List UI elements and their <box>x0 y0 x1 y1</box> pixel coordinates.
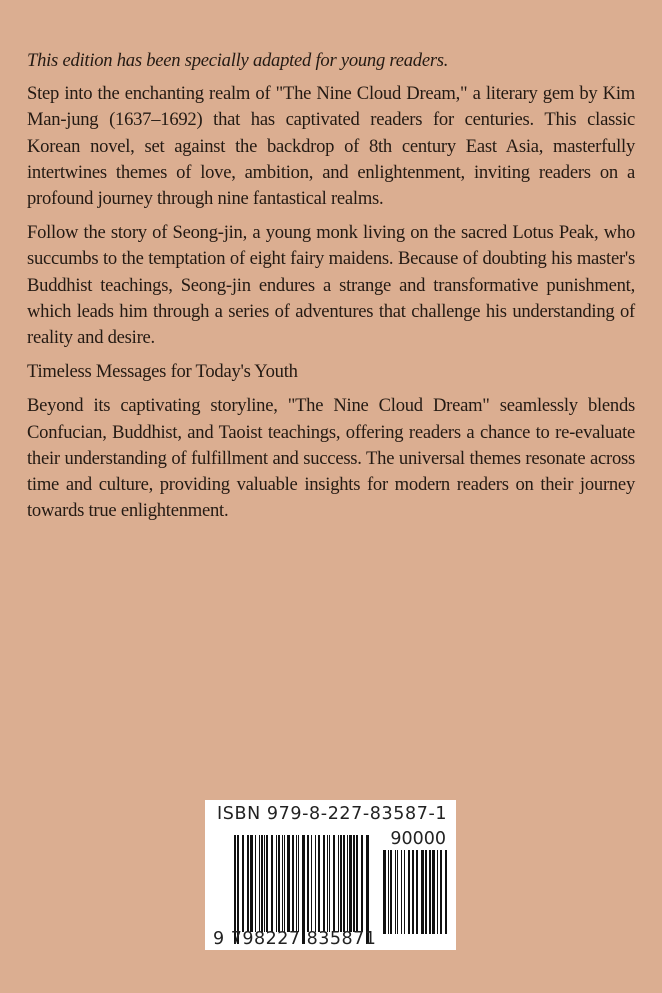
barcode-bar <box>329 835 330 932</box>
barcode-bar <box>401 850 402 934</box>
barcode-bar <box>259 835 260 932</box>
barcode-bar <box>242 835 244 932</box>
ean-bars <box>234 835 369 944</box>
barcode-bar <box>361 835 363 932</box>
barcode-bar <box>349 835 352 932</box>
barcode-bar <box>292 835 294 932</box>
description-paragraph-2: Follow the story of Seong-jin, a young monk living on the sacred Lotus Peak, who succumbs to the temptation of eight fairy maidens. Because of doubting his master's Buddhist teachings, Seong-jin endures a strange and transformative punishment, which leads him through a series of adventures that challenge his understanding of reality and desire. <box>27 222 635 349</box>
barcode-bar <box>282 835 283 932</box>
barcode-bar <box>356 835 358 932</box>
edition-note: This edition has been specially adapted for young readers. <box>27 50 449 71</box>
addon-bars <box>383 850 447 934</box>
barcode-bar <box>255 835 256 932</box>
section-heading: Timeless Messages for Today's Youth <box>27 361 298 383</box>
barcode-bar <box>432 850 435 934</box>
barcode-bar <box>284 835 285 932</box>
barcode-bar <box>437 850 438 934</box>
barcode-bar <box>323 835 325 932</box>
description-paragraph-1: Step into the enchanting realm of "The Nine Cloud Dream," a literary gem by Kim Man-jung (1637–1692) that has captivated readers for centuries. This classic Korean novel, set against the backdrop of 8th century East Asia, masterfully intertwines themes of love, ambition, and enlightenment, inviting readers on a profound journey through nine fantastical realms. <box>27 83 635 210</box>
barcode-bar <box>440 850 442 934</box>
price-code: 90000 <box>390 829 446 849</box>
barcode-bar <box>318 835 320 932</box>
barcode-bar <box>234 835 236 944</box>
barcode-bar <box>311 835 312 932</box>
barcode-bar <box>412 850 414 934</box>
barcode-bar <box>276 835 277 932</box>
barcode-bar <box>264 835 265 932</box>
barcode-bar <box>390 850 392 934</box>
barcode-bar <box>298 835 299 932</box>
barcode-bar <box>366 835 369 944</box>
ean-digits: 9 798227 835871 <box>213 929 377 949</box>
barcode-bar <box>338 835 339 932</box>
barcode-bar <box>395 850 396 934</box>
barcode-bar <box>416 850 418 934</box>
barcode-bar <box>388 850 389 934</box>
barcode-bar <box>315 835 316 932</box>
barcode-bar <box>287 835 290 932</box>
barcode-bar <box>404 850 405 934</box>
barcode-bar <box>353 835 355 932</box>
barcode-bar <box>408 850 410 934</box>
barcode-bar <box>278 835 280 932</box>
barcode-bar <box>340 835 342 932</box>
back-cover-text <box>27 48 635 532</box>
barcode-bar <box>347 835 348 932</box>
barcode-bar <box>383 850 386 934</box>
barcode-bar <box>237 835 239 944</box>
barcode-bar <box>425 850 427 934</box>
barcode-bar <box>247 835 249 932</box>
barcode-bar <box>445 850 447 934</box>
isbn-label: ISBN 979-8-227-83587-1 <box>217 804 448 824</box>
barcode-bar <box>307 835 309 932</box>
closing-paragraph: Beyond its captivating storyline, "The Nine Cloud Dream" seamlessly blends Confucian, Buddhist, and Taoist teachings, offering readers a chance to re-evaluate their understanding of fulfillment and success. The universal themes resonate across time and culture, providing valuable insights for modern readers on their journey towards true enlightenment. <box>27 395 635 522</box>
barcode-bar <box>397 850 398 934</box>
barcode-bar <box>429 850 431 934</box>
barcode-bar <box>333 835 335 932</box>
barcode-bar <box>421 850 424 934</box>
barcode-bar <box>343 835 345 932</box>
barcode-bar <box>261 835 263 932</box>
barcode-bar <box>327 835 328 932</box>
barcode-bar <box>296 835 297 932</box>
isbn-barcode <box>205 800 456 950</box>
barcode-bar <box>250 835 253 932</box>
barcode-bar <box>266 835 268 932</box>
barcode-bar <box>271 835 273 932</box>
barcode-bar <box>302 835 305 944</box>
